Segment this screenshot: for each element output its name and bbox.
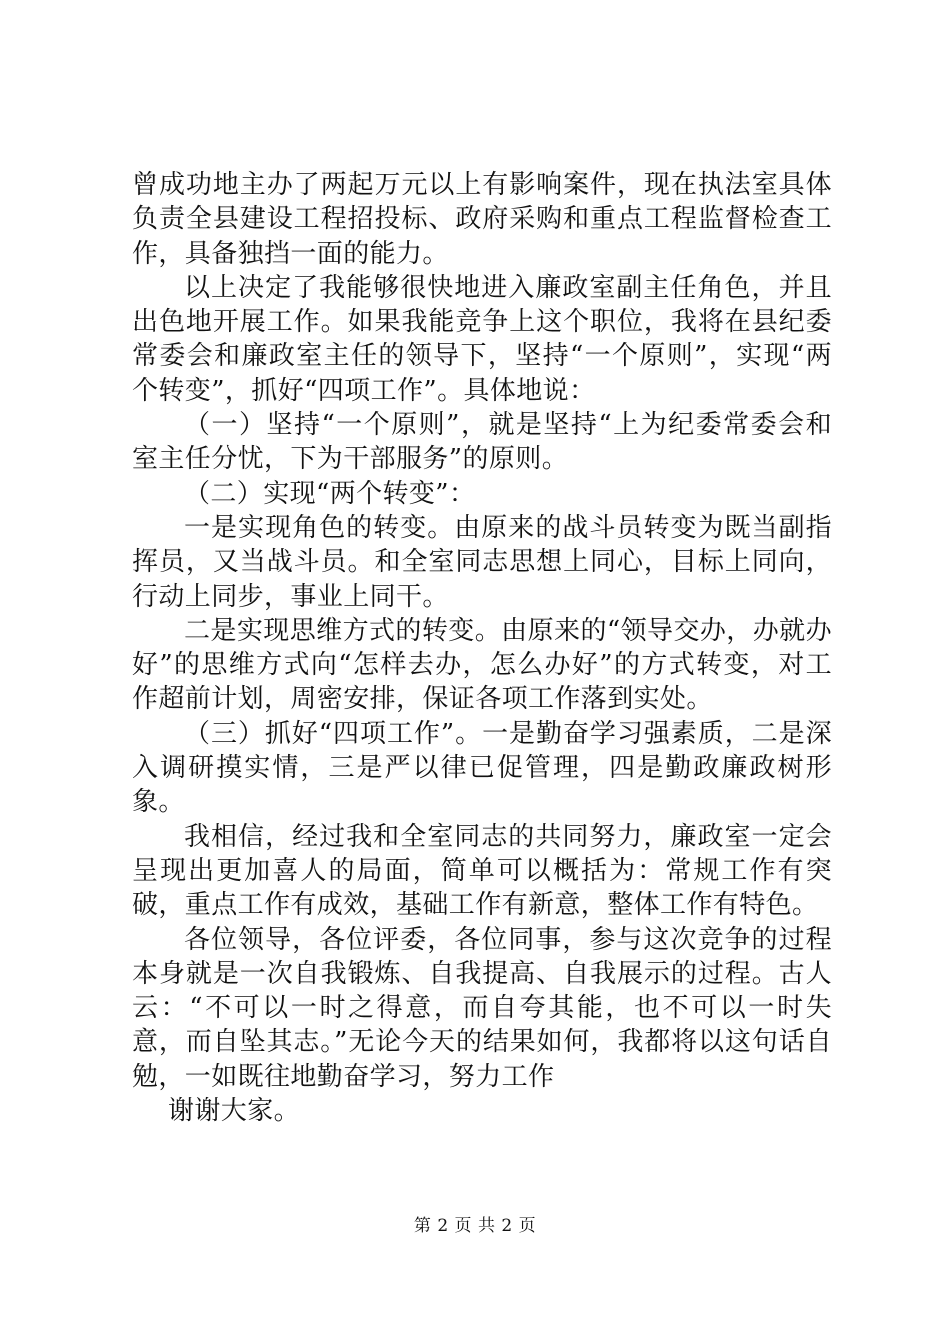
paragraph-9: 各位领导，各位评委，各位同事，参与这次竞争的过程本身就是一次自我锻炼、自我提高、自我展示的过程。古人云：“不可以一时之得意，而自夸其能，也不可以一时失意，而自坠其志。”无论今天的结果如何，我都将以这句话自勉，一如既往地勤奋学习，努力工作 bbox=[132, 924, 832, 1092]
paragraph-10: 谢谢大家。 bbox=[168, 1096, 301, 1127]
paragraph-4: （二）实现“两个转变”： bbox=[184, 478, 476, 509]
paragraph-5: 一是实现角色的转变。由原来的战斗员转变为既当副指挥员，又当战斗员。和全室同志思想上同心，目标上同向，行动上同步，事业上同干。 bbox=[132, 512, 832, 612]
paragraph-6: 二是实现思维方式的转变。由原来的“领导交办，办就办好”的思维方式向“怎样去办，怎么办好”的方式转变，对工作超前计划，周密安排，保证各项工作落到实处。 bbox=[132, 615, 832, 715]
paragraph-2: 以上决定了我能够很快地进入廉政室副主任角色，并且出色地开展工作。如果我能竞争上这个职位，我将在县纪委常委会和廉政室主任的领导下，坚持“一个原则”，实现“两个转变”，抓好“四项工作”。具体地说： bbox=[132, 272, 832, 406]
paragraph-7: （三）抓好“四项工作”。一是勤奋学习强素质，二是深入调研摸实情，三是严以律已促管理，四是勤政廉政树形象。 bbox=[132, 718, 832, 818]
document-body bbox=[132, 168, 832, 1128]
page-footer: 第 2 页 共 2 页 bbox=[413, 1216, 537, 1236]
paragraph-1: 曾成功地主办了两起万元以上有影响案件，现在执法室具体负责全县建设工程招投标、政府采购和重点工程监督检查工作，具备独挡一面的能力。 bbox=[132, 170, 832, 269]
paragraph-3: （一）坚持“一个原则”，就是坚持“上为纪委常委会和室主任分忧，下为干部服务”的原则。 bbox=[132, 410, 832, 475]
paragraph-8: 我相信，经过我和全室同志的共同努力，廉政室一定会呈现出更加喜人的局面，简单可以概括为：常规工作有突破，重点工作有成效，基础工作有新意，整体工作有特色。 bbox=[132, 821, 832, 921]
